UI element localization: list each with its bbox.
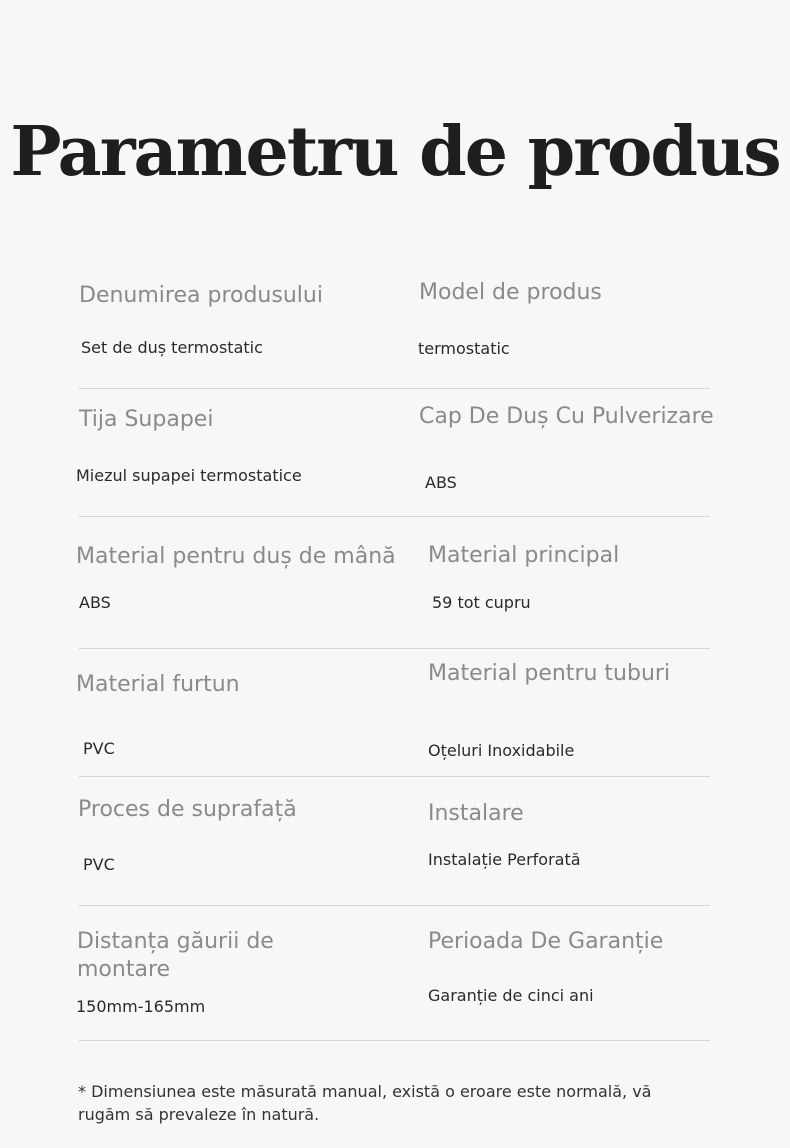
measurement-note: * Dimensiunea este măsurată manual, există o eroare este normală, vă rugăm să prevaleze în natură. xyxy=(78,1082,652,1124)
param-label-spray-head: Cap De Duș Cu Pulverizare xyxy=(419,404,714,429)
param-value-hose-material: PVC xyxy=(83,739,115,758)
param-label-hole-distance: Distanța găurii de montare xyxy=(77,929,274,982)
param-label-main-material: Material principal xyxy=(428,543,620,568)
page-title: Parametru de produs xyxy=(10,112,780,192)
param-value-valve-stem: Miezul supapei termostatice xyxy=(76,466,302,485)
param-value-tube-material: Oțeluri Inoxidabile xyxy=(428,741,575,760)
param-value-product-model: termostatic xyxy=(418,339,510,358)
param-value-warranty: Garanție de cinci ani xyxy=(428,986,594,1005)
param-value-handheld-material: ABS xyxy=(79,593,111,612)
row-divider xyxy=(79,648,710,649)
param-label-valve-stem: Tija Supapei xyxy=(79,407,214,432)
param-label-handheld-material: Material pentru duș de mână xyxy=(76,544,396,569)
row-divider xyxy=(79,516,710,517)
row-divider xyxy=(79,776,710,777)
param-label-product-model: Model de produs xyxy=(419,280,602,305)
param-label-warranty: Perioada De Garanție xyxy=(428,929,664,954)
param-value-hole-distance: 150mm-165mm xyxy=(76,997,206,1016)
param-label-installation: Instalare xyxy=(428,801,524,826)
param-value-main-material: 59 tot cupru xyxy=(432,593,531,612)
row-divider xyxy=(79,905,710,906)
param-label-product-name: Denumirea produsului xyxy=(79,283,323,308)
param-label-surface-process: Proces de suprafață xyxy=(78,797,297,822)
row-divider xyxy=(79,1040,710,1041)
param-label-hose-material: Material furtun xyxy=(76,672,240,697)
param-value-spray-head: ABS xyxy=(425,473,457,492)
param-label-tube-material: Material pentru tuburi xyxy=(428,661,671,686)
param-value-surface-process: PVC xyxy=(83,855,115,874)
row-divider xyxy=(79,388,710,389)
param-value-product-name: Set de duș termostatic xyxy=(81,338,263,357)
param-value-installation: Instalație Perforată xyxy=(428,850,581,869)
